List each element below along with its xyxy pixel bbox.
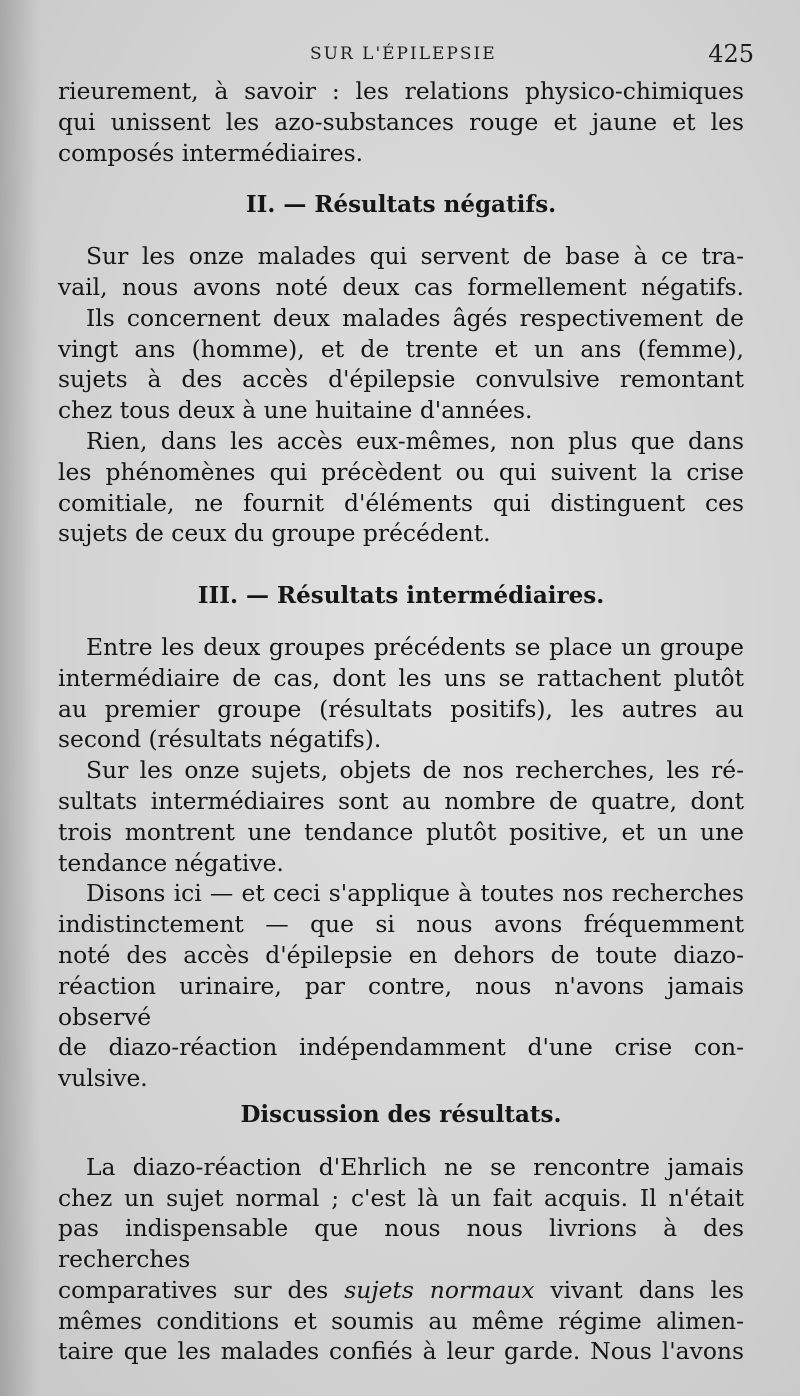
text-line: taire que les malades confiés à leur garde. Nous l'avons [58, 1337, 744, 1366]
paragraph-negatifs-1 [58, 241, 744, 426]
text-line: intermédiaire de cas, dont les uns se rattachent plutôt [58, 663, 744, 692]
running-head [58, 40, 754, 74]
text-line: Rien, dans les accès eux-mêmes, non plus que dans [86, 426, 744, 455]
text-line: vulsive. [58, 1064, 148, 1093]
gutter-shadow [0, 0, 40, 1396]
text-line: Sur les onze malades qui servent de base à ce tra- [86, 242, 744, 271]
paragraph-intermediaires-2 [58, 755, 744, 878]
text-line: chez un sujet normal ; c'est là un fait acquis. Il n'était [58, 1183, 744, 1212]
paragraph-discussion [58, 1152, 744, 1368]
text-line: les phénomènes qui précèdent ou qui suivent la crise [58, 457, 744, 486]
text-line: comitiale, ne fournit d'éléments qui distinguent ces [58, 488, 744, 517]
page-number: 425 [708, 40, 754, 68]
text-line: composés intermédiaires. [58, 138, 364, 167]
text-line: sujets à des accès d'épilepsie convulsive remontant [58, 365, 744, 394]
body-text [58, 76, 744, 1367]
text-line: qui unissent les azo-substances rouge et jaune et les [58, 107, 744, 136]
text-line: sujets de ceux du groupe précédent. [58, 519, 491, 548]
paragraph-intermediaires-3 [58, 878, 744, 1094]
text-line: Ils concernent deux malades âgés respectivement de [86, 303, 744, 332]
text-line: de diazo-réaction indépendamment d'une crise con- [58, 1033, 744, 1062]
text-line: second (résultats négatifs). [58, 725, 382, 754]
text-line-with-italic [58, 1275, 744, 1306]
text-line: réaction urinaire, par contre, nous n'avons jamais observé [58, 971, 744, 1031]
text-line: au premier groupe (résultats positifs), les autres au [58, 694, 744, 723]
text-line: Sur les onze sujets, objets de nos recherches, les ré- [86, 756, 744, 785]
paragraph-continuation [58, 76, 744, 168]
text-line: rieurement, à savoir : les relations physico-chimiques [58, 77, 744, 105]
text-line: mêmes conditions et soumis au même régime alimen- [58, 1306, 744, 1335]
text-line: indistinctement — que si nous avons fréquemment [58, 910, 744, 939]
text-line: chez tous deux à une huitaine d'années. [58, 396, 533, 425]
text-line: Entre les deux groupes précédents se place un groupe [86, 632, 744, 661]
section-heading-intermediaires: III. — Résultats intermédiaires. [197, 582, 605, 610]
running-title: SUR L'ÉPILEPSIE [310, 44, 497, 64]
text-fragment: vivant dans les [534, 1275, 744, 1304]
section-heading-negatifs: II. — Résultats négatifs. [245, 191, 557, 219]
text-line: La diazo-réaction d'Ehrlich ne se rencontre jamais [86, 1152, 744, 1181]
text-line: pas indispensable que nous nous livrions à des recherches [58, 1214, 744, 1274]
text-line: sultats intermédiaires sont au nombre de quatre, dont [58, 786, 744, 815]
text-line: Disons ici — et ceci s'applique à toutes nos recherches [86, 879, 744, 908]
text-fragment: comparatives sur des [58, 1275, 345, 1304]
paragraph-negatifs-2 [58, 426, 744, 549]
text-line: trois montrent une tendance plutôt positive, et un une [58, 817, 744, 846]
text-line: vingt ans (homme), et de trente et un ans (femme), [58, 334, 744, 363]
italic-phrase: sujets normaux [344, 1275, 535, 1304]
text-line: vail, nous avons noté deux cas formellement négatifs. [58, 272, 744, 301]
paragraph-intermediaires-1 [58, 632, 744, 755]
section-heading-discussion: Discussion des résultats. [240, 1100, 562, 1128]
text-line: noté des accès d'épilepsie en dehors de toute diazo- [58, 940, 744, 969]
text-line: tendance négative. [58, 848, 284, 877]
